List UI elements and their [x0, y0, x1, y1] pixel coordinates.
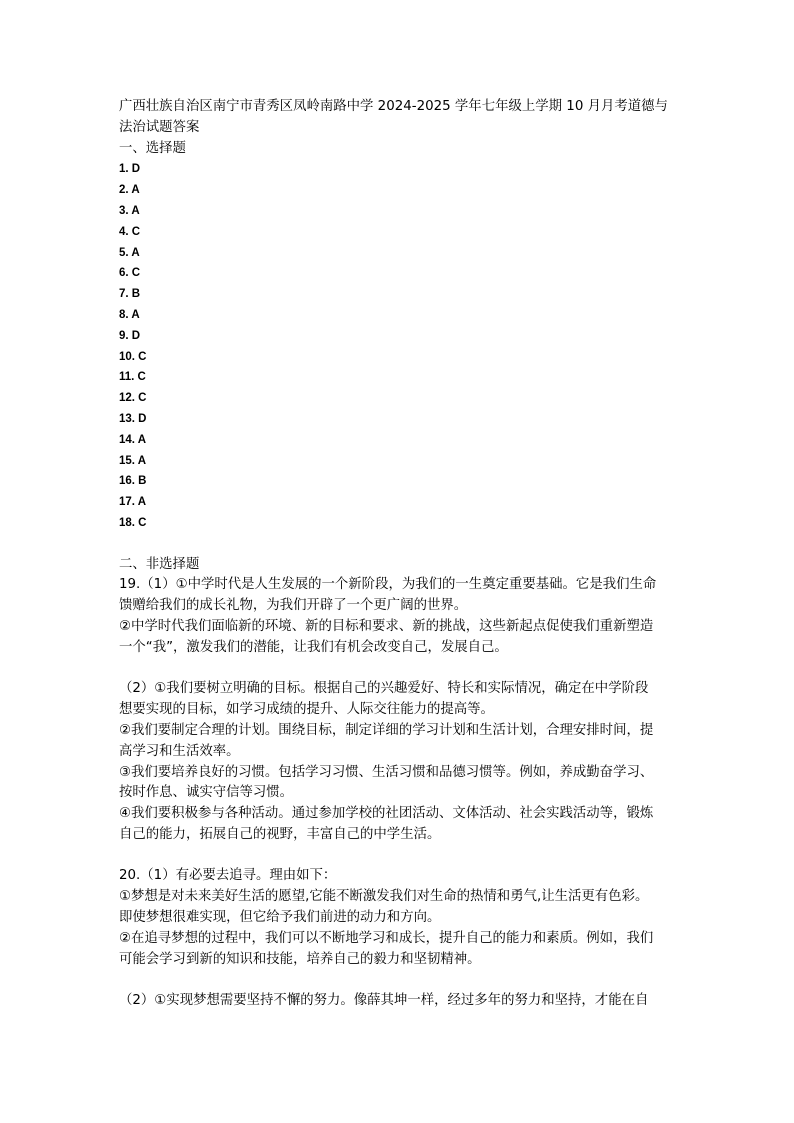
choice-answer: 1. D — [119, 163, 141, 176]
choice-answer: 7. B — [119, 288, 141, 301]
q19-line: ②中学时代我们面临新的环境、新的目标和要求、新的挑战，这些新起点促使我们重新塑造 — [119, 618, 654, 634]
q20-line: 可能会学习到新的知识和技能，培养自己的毅力和坚韧精神。 — [119, 951, 481, 967]
choice-answer: 9. D — [119, 329, 141, 342]
choice-answer: 11. C — [119, 371, 146, 384]
q19-line: （2）①我们要树立明确的目标。根据自己的兴趣爱好、特长和实际情况，确定在中学阶段 — [119, 681, 649, 697]
q20-line: ②在追寻梦想的过程中，我们可以不断地学习和成长，提升自己的能力和素质。例如，我们 — [119, 930, 654, 946]
q19-line: 19.（1）①中学时代是人生发展的一个新阶段，为我们的一生奠定重要基础。它是我们生命 — [119, 577, 657, 593]
q19-line: 高学习和生活效率。 — [119, 743, 240, 759]
choice-answer: 8. A — [119, 308, 140, 321]
doc-title-line-2: 法治试题答案 — [119, 119, 200, 135]
spacer — [119, 659, 681, 680]
choice-answer: 12. C — [119, 392, 147, 405]
q19-line: ③我们要培养良好的习惯。包括学习习惯、生活习惯和品德习惯等。例如，养成勤奋学习、 — [119, 764, 654, 780]
choice-answer: 15. A — [119, 454, 147, 467]
choice-answer: 3. A — [119, 204, 140, 217]
choice-answer: 14. A — [119, 433, 147, 446]
q20-line: ①梦想是对未来美好生活的愿望,它能不断激发我们对生命的热情和勇气,让生活更有色彩。 — [119, 889, 649, 905]
q19-line: ②我们要制定合理的计划。围绕目标，制定详细的学习计划和生活计划，合理安排时间，提 — [119, 722, 654, 738]
choice-answer: 6. C — [119, 267, 141, 280]
choice-answer: 5. A — [119, 246, 140, 259]
question-20-answer — [119, 866, 681, 1012]
choice-answer: 2. A — [119, 184, 140, 197]
answer-document — [119, 97, 681, 1012]
choice-answer: 13. D — [119, 412, 147, 425]
choice-answer: 16. B — [119, 475, 147, 488]
q20-line: 即使梦想很难实现，但它给予我们前进的动力和方向。 — [119, 910, 441, 926]
q20-line: （2）①实现梦想需要坚持不懈的努力。像薛其坤一样，经过多年的努力和坚持，才能在自 — [119, 993, 649, 1009]
q19-line: 馈赠给我们的成长礼物，为我们开辟了一个更广阔的世界。 — [119, 598, 468, 614]
spacer — [119, 970, 681, 991]
question-19-answer — [119, 575, 681, 845]
choice-answer: 18. C — [119, 516, 147, 529]
q20-line: 20.（1）有必要去追寻。理由如下： — [119, 868, 337, 884]
doc-title-line-1: 广西壮族自治区南宁市青秀区凤岭南路中学 2024-2025 学年七年级上学期 10 月月考道德与 — [119, 99, 668, 114]
choice-answer: 10. C — [119, 350, 147, 363]
q19-line: 自己的能力，拓展自己的视野，丰富自己的中学生活。 — [119, 826, 441, 842]
q19-line: 按时作息、诚实守信等习惯。 — [119, 785, 294, 801]
choice-answer-list — [119, 159, 681, 533]
section-heading-choice: 一、选择题 — [119, 140, 186, 156]
spacer — [119, 846, 681, 867]
q19-line: ④我们要积极参与各种活动。通过参加学校的社团活动、文体活动、社会实践活动等，锻炼 — [119, 806, 654, 822]
section-heading-nonchoice: 二、非选择题 — [119, 556, 200, 572]
choice-answer: 4. C — [119, 225, 141, 238]
spacer — [119, 534, 681, 555]
q19-line: 想要实现的目标，如学习成绩的提升、人际交往能力的提高等。 — [119, 702, 494, 718]
q19-line: 一个“我”，激发我们的潜能，让我们有机会改变自己，发展自己。 — [119, 639, 508, 655]
choice-answer: 17. A — [119, 496, 147, 509]
